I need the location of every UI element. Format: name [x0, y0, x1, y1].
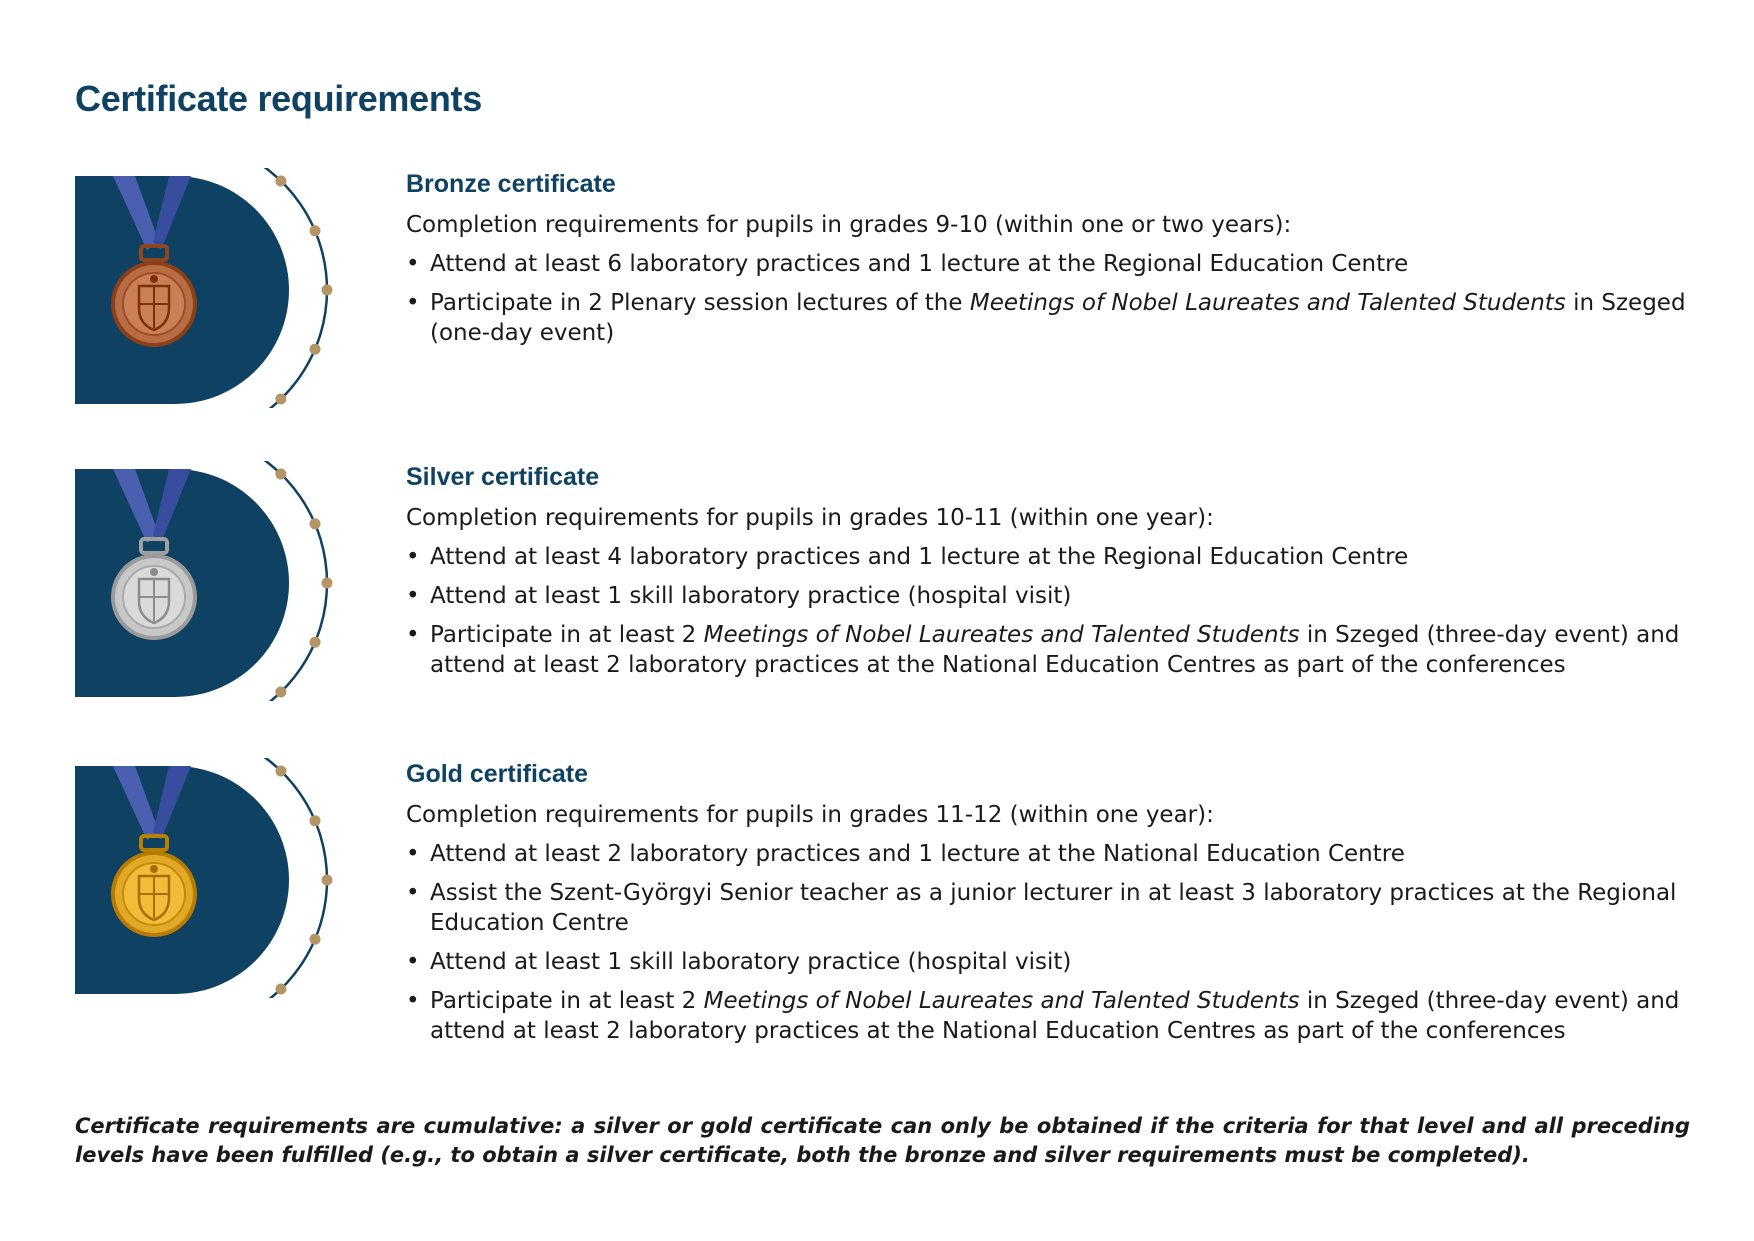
- bronze-medal-icon: [75, 168, 335, 408]
- requirement-text: Participate in at least 2: [430, 622, 704, 648]
- requirement-item: [406, 620, 1696, 680]
- silver-medal-icon: [75, 461, 335, 701]
- arc-dot: [310, 344, 321, 355]
- section-title: Bronze certificate: [406, 170, 616, 198]
- section-intro: Completion requirements for pupils in grades 9-10 (within one or two years):: [406, 212, 1292, 238]
- arc-dot: [310, 518, 321, 529]
- requirement-item: • Attend at least 1 skill laboratory practice (hospital visit): [406, 581, 1696, 611]
- medal-body: [111, 261, 197, 347]
- requirement-item: • Attend at least 2 laboratory practices and 1 lecture at the National Education Centre: [406, 839, 1696, 869]
- requirement-text: Participate in 2 Plenary session lectures of the: [430, 290, 970, 316]
- requirements-list: [406, 542, 1696, 680]
- arc-dot: [322, 578, 333, 589]
- silver-certificate-content: [406, 461, 1696, 689]
- medal-body: [111, 554, 197, 640]
- medal-body: [111, 851, 197, 937]
- requirement-text: in Szeged (three-day event) and attend at least 2 laboratory practices at the National Education Centres as part of the conferences: [430, 622, 1680, 678]
- arc-dot: [322, 285, 333, 296]
- event-name: Meetings of Nobel Laureates and Talented Students: [703, 988, 1300, 1014]
- arc-dot: [310, 225, 321, 236]
- section-title: Gold certificate: [406, 760, 588, 788]
- arc-dot: [275, 394, 286, 405]
- requirement-text: in Szeged (one-day event): [430, 290, 1686, 346]
- arc-dot: [275, 687, 286, 698]
- page-title: Certificate requirements: [75, 78, 482, 119]
- requirements-list: [406, 839, 1696, 1046]
- event-name: Meetings of Nobel Laureates and Talented Students: [969, 290, 1566, 316]
- requirement-item: • Attend at least 6 laboratory practices and 1 lecture at the Regional Education Centre: [406, 249, 1696, 279]
- requirement-item: [406, 986, 1696, 1046]
- arc-dot: [275, 984, 286, 995]
- event-name: Meetings of Nobel Laureates and Talented Students: [703, 622, 1300, 648]
- requirement-item: [406, 288, 1696, 348]
- arc-dot: [322, 875, 333, 886]
- bronze-certificate-content: [406, 168, 1696, 357]
- requirements-list: [406, 249, 1696, 348]
- section-title: Silver certificate: [406, 463, 600, 491]
- arc-dot: [275, 468, 286, 479]
- section-intro: Completion requirements for pupils in grades 11-12 (within one year):: [406, 802, 1214, 828]
- gold-medal-icon: [75, 758, 335, 998]
- section-intro: Completion requirements for pupils in grades 10-11 (within one year):: [406, 505, 1214, 531]
- requirement-item: • Attend at least 4 laboratory practices and 1 lecture at the Regional Education Centre: [406, 542, 1696, 572]
- arc-dot: [275, 765, 286, 776]
- arc-dot: [275, 175, 286, 186]
- requirement-item: • Assist the Szent-Györgyi Senior teacher as a junior lecturer in at least 3 laboratory practices at the Regional Education Centre: [406, 878, 1696, 938]
- requirement-text: in Szeged (three-day event) and attend at least 2 laboratory practices at the National Education Centres as part of the conferences: [430, 988, 1680, 1044]
- footer-note: Certificate requirements are cumulative: a silver or gold certificate can only be obtained if the criteria for that level and all preceding levels have been fulfilled (e.g., to obtain a silver certificate, both the bronze and silver requirements must be completed).: [75, 1114, 1690, 1167]
- gold-certificate-content: [406, 758, 1696, 1055]
- requirement-text: Participate in at least 2: [430, 988, 704, 1014]
- arc-dot: [310, 637, 321, 648]
- requirement-item: • Attend at least 1 skill laboratory practice (hospital visit): [406, 947, 1696, 977]
- arc-dot: [310, 934, 321, 945]
- arc-dot: [310, 815, 321, 826]
